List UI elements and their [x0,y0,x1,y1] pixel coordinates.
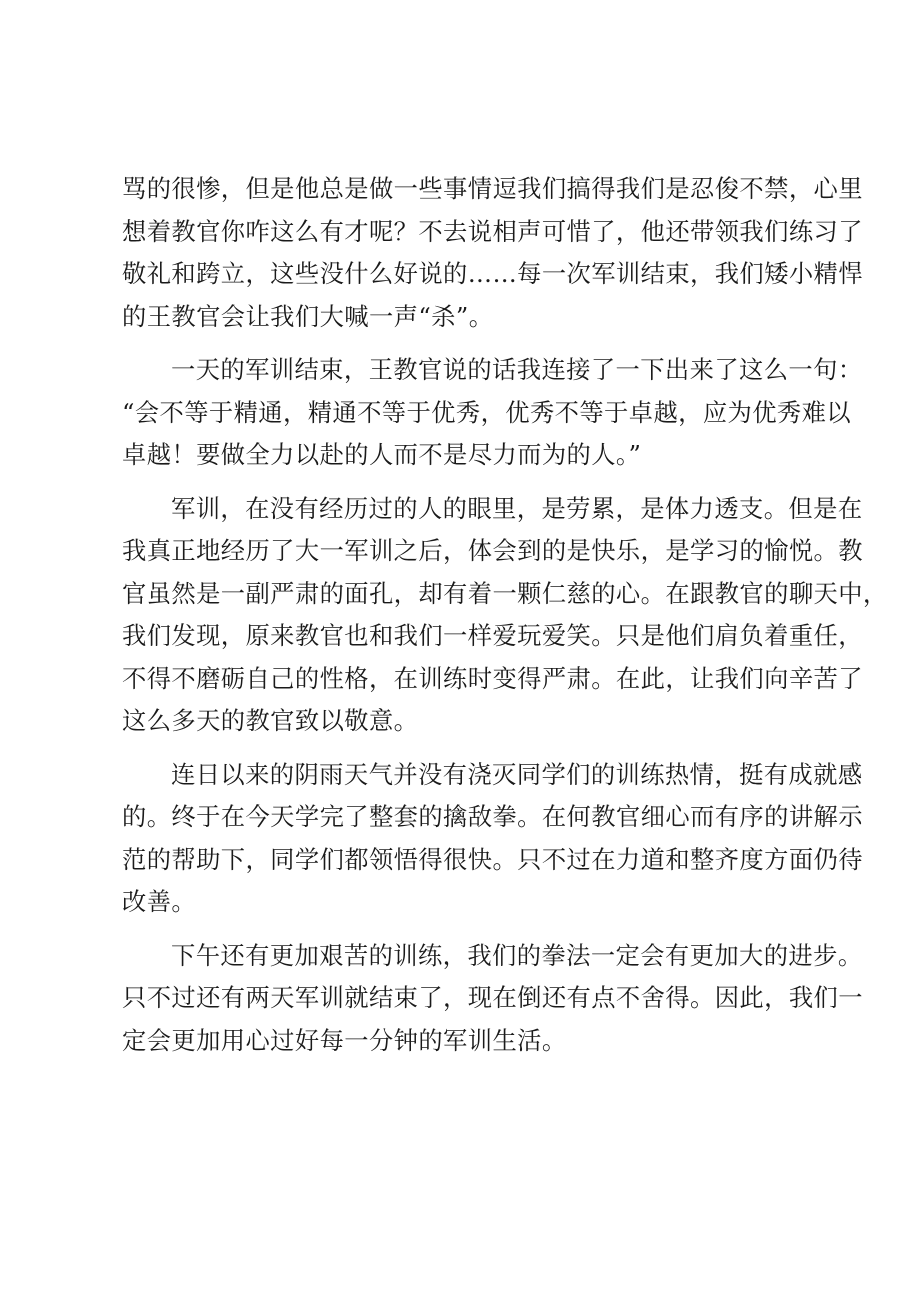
text-line: 我真正地经历了大一军训之后，体会到的是快乐，是学习的愉悦。教 [122,536,863,565]
paragraph-1 [122,168,863,338]
paragraph-2 [122,349,863,477]
paragraph-5 [122,935,863,1063]
text-line: 范的帮助下，同学们都领悟得很快。只不过在力道和整齐度方面仍待 [122,844,863,874]
text-line: 定会更加用心过好每一分钟的军训生活。 [122,1025,567,1055]
text-line: 敬礼和跨立，这些没什么好说的……每一次军训结束，我们矮小精悍 [122,259,863,288]
paragraph-4 [122,754,863,924]
text-line: 一天的军训结束，王教官说的话我连接了一下出来了这么一句： [171,355,863,384]
text-line: 军训，在没有经历过的人的眼里，是劳累，是体力透支。但是在 [171,493,863,523]
text-line: 这么多天的教官致以敬意。 [122,706,419,735]
text-line: 我们发现，原来教官也和我们一样爱玩爱笑。只是他们肩负着重任， [122,621,863,650]
text-line: 下午还有更加艰苦的训练，我们的拳法一定会有更加大的进步。 [171,940,863,970]
document-body [122,168,888,1073]
text-line: 官虽然是一副严肃的面孔，却有着一颗仁慈的心。在跟教官的聊天中， [122,578,888,608]
text-line: 想着教官你咋这么有才呢？不去说相声可惜了，他还带领我们练习了 [122,216,863,246]
text-line: 骂的很惨，但是他总是做一些事情逗我们搞得我们是忍俊不禁，心里 [122,174,863,203]
text-line: 只不过还有两天军训就结束了，现在倒还有点不舍得。因此，我们一 [122,983,863,1012]
text-line: 不得不磨砺自己的性格，在训练时变得严肃。在此，让我们向辛苦了 [122,663,863,693]
text-line: “会不等于精通，精通不等于优秀，优秀不等于卓越，应为优秀难以 [122,397,852,427]
text-line: 的。终于在今天学完了整套的擒敌拳。在何教官细心而有序的讲解示 [122,802,863,831]
paragraph-3 [122,488,888,743]
text-line: 的王教官会让我们大喊一声“杀”。 [122,301,494,331]
text-line: 连日以来的阴雨天气并没有浇灭同学们的训练热情，挺有成就感 [171,759,863,789]
text-line: 改善。 [122,887,197,916]
text-line: 卓越！要做全力以赴的人而不是尽力而为的人。” [122,440,642,469]
